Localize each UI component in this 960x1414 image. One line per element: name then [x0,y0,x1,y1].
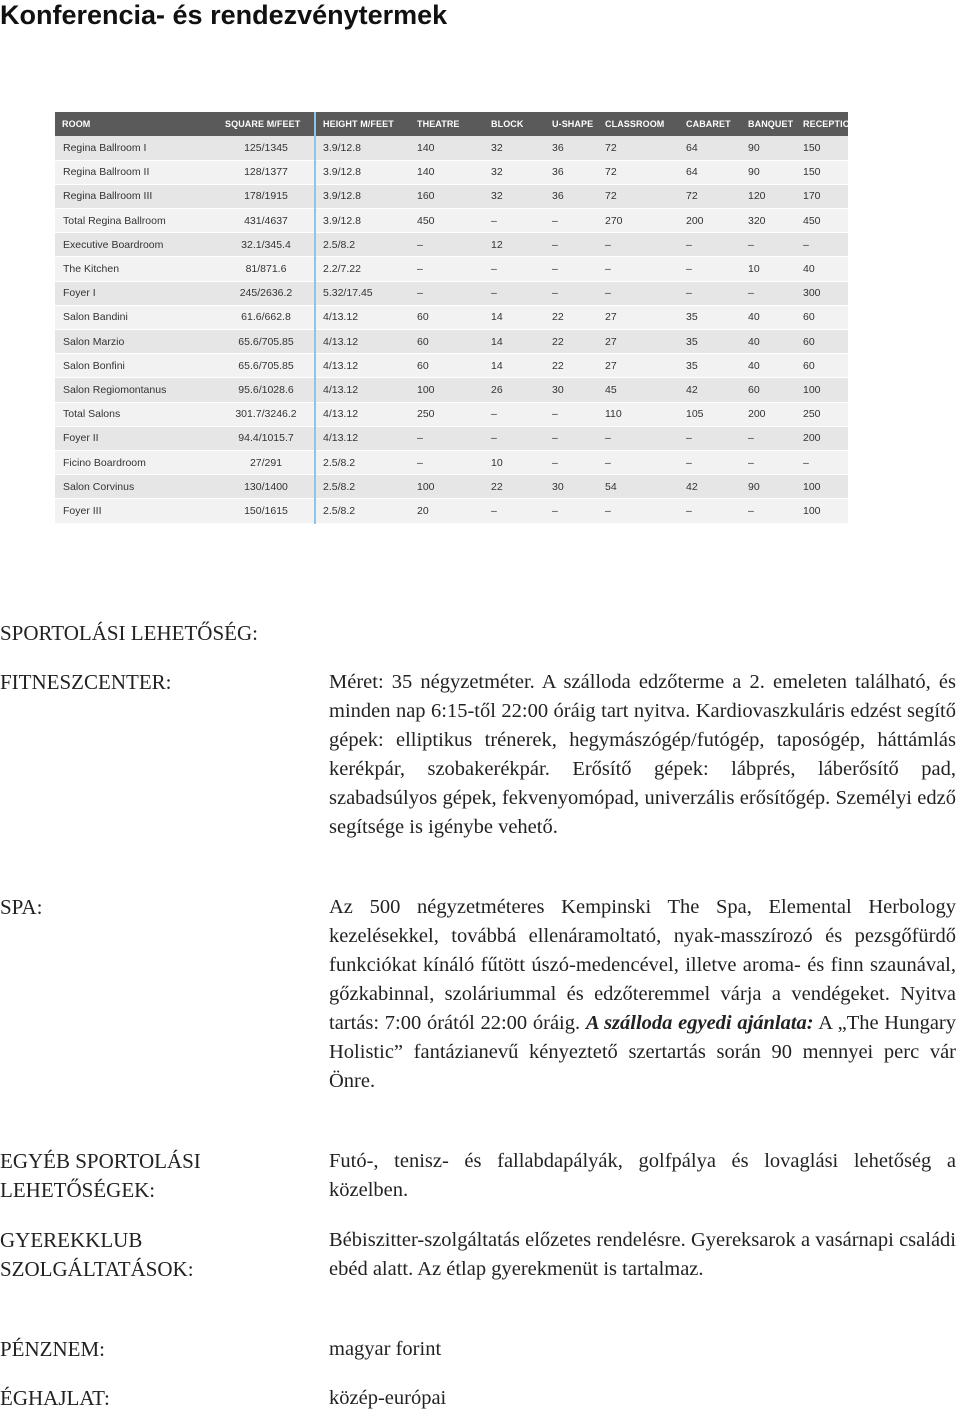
table-cell: 40 [741,330,796,354]
table-cell: – [598,233,679,257]
table-cell: – [545,499,598,523]
table-cell: 200 [741,402,796,426]
table-cell: – [545,426,598,450]
table-cell: 14 [484,330,545,354]
table-row [55,136,848,160]
table-cell: 3.9/12.8 [315,136,410,160]
table-cell: 2.5/8.2 [315,450,410,474]
table-cell: – [545,233,598,257]
table-cell: 4/13.12 [315,426,410,450]
table-cell: – [410,257,484,281]
table-row [55,402,848,426]
table-cell: 105 [679,402,741,426]
room-name-cell: Salon Bandini [55,305,218,329]
table-cell: 40 [741,354,796,378]
table-cell: 72 [679,184,741,208]
table-header-row [55,112,848,136]
table-cell: 72 [598,136,679,160]
table-cell: – [679,257,741,281]
table-row [55,209,848,233]
table-cell: 10 [741,257,796,281]
table-cell: 12 [484,233,545,257]
table-cell: 14 [484,354,545,378]
table-cell: 60 [796,354,848,378]
spa-highlight: A szálloda egyedi ajánlata: [585,1012,814,1034]
table-cell: 250 [796,402,848,426]
fitness-label: FITNESZCENTER: [0,670,172,694]
table-cell: – [741,281,796,305]
table-cell: 300 [796,281,848,305]
table-cell: 3.9/12.8 [315,184,410,208]
table-row [55,450,848,474]
table-cell: – [545,209,598,233]
room-name-cell: Regina Ballroom III [55,184,218,208]
table-header-cell: HEIGHT M/FEET [315,112,410,136]
table-cell: 90 [741,136,796,160]
climate-text: közép-európai [329,1387,447,1409]
table-cell: – [741,450,796,474]
table-cell: 450 [796,209,848,233]
table-cell: 60 [796,305,848,329]
table-row [55,257,848,281]
rooms-table-container [55,112,857,524]
table-body [55,136,848,523]
table-cell: – [545,281,598,305]
table-cell: 60 [410,305,484,329]
table-cell: 27 [598,330,679,354]
table-cell: 94.4/1015.7 [218,426,315,450]
table-cell: 35 [679,354,741,378]
table-cell: 3.9/12.8 [315,209,410,233]
table-cell: 65.6/705.85 [218,330,315,354]
page-title: Konferencia- és rendezvénytermek [0,0,448,30]
table-cell: 22 [545,330,598,354]
table-row [55,184,848,208]
table-cell: 128/1377 [218,160,315,184]
table-row [55,354,848,378]
table-cell: 100 [410,475,484,499]
room-name-cell: Foyer III [55,499,218,523]
table-cell: – [410,450,484,474]
spa-text [329,893,956,1096]
spa-text-part-2: A „The Hungary Holistic” fantázianevű kényeztető szertartás során 90 mennyei perc vár Önre. [329,1012,956,1092]
table-cell: 150 [796,160,848,184]
table-cell: – [741,233,796,257]
table-cell: 14 [484,305,545,329]
spa-text-part-1: Az 500 négyzetméteres Kempinski The Spa, Elemental Herbology kezelésekkel, továbbá ellenáramoltató, nyak-masszírozó és pezsgőfürdő funkciókat kínáló fűtött úszó-medencével, illetve aroma- és finn szaunával, gőzkabinnal, szoláriummal és edzőteremmel várja a vendégeket. Nyitva tartás: 7:00 órától 22:00 óráig. [329,896,956,1034]
table-cell: – [741,499,796,523]
table-cell: 30 [545,475,598,499]
table-cell: 170 [796,184,848,208]
room-name-cell: The Kitchen [55,257,218,281]
table-cell: 100 [796,499,848,523]
climate-label: ÉGHAJLAT: [0,1386,110,1410]
table-cell: 22 [545,305,598,329]
table-cell: – [545,450,598,474]
table-cell: – [679,426,741,450]
table-row [55,475,848,499]
rooms-table [55,112,857,524]
table-cell: 4/13.12 [315,354,410,378]
table-cell: 27/291 [218,450,315,474]
table-row [55,160,848,184]
table-cell: 60 [796,330,848,354]
room-name-cell: Regina Ballroom II [55,160,218,184]
table-cell: 42 [679,475,741,499]
table-cell: 36 [545,160,598,184]
table-row [55,378,848,402]
table-cell: 36 [545,136,598,160]
currency-label: PÉNZNEM: [0,1337,105,1361]
table-cell: – [598,281,679,305]
table-cell: – [484,257,545,281]
table-cell: 245/2636.2 [218,281,315,305]
room-name-cell: Total Regina Ballroom [55,209,218,233]
sport-section-title: SPORTOLÁSI LEHETŐSÉG: [0,621,258,645]
table-cell: – [679,233,741,257]
table-cell: 60 [410,354,484,378]
table-cell: – [484,499,545,523]
table-cell: 100 [796,378,848,402]
table-cell: 130/1400 [218,475,315,499]
table-header-cell: BANQUET [741,112,796,136]
table-header-cell: ROOM [55,112,218,136]
table-cell: 65.6/705.85 [218,354,315,378]
table-cell: – [598,450,679,474]
table-cell: 140 [410,136,484,160]
table-cell: – [484,281,545,305]
table-cell: 100 [410,378,484,402]
table-header-cell: RECEPTION [796,112,848,136]
table-cell: 200 [796,426,848,450]
table-cell: 45 [598,378,679,402]
room-name-cell: Foyer II [55,426,218,450]
table-cell: 35 [679,330,741,354]
table-cell: 42 [679,378,741,402]
table-cell: 301.7/3246.2 [218,402,315,426]
table-cell: 90 [741,160,796,184]
table-header-cell: U-SHAPE [545,112,598,136]
table-cell: 95.6/1028.6 [218,378,315,402]
table-cell: 2.5/8.2 [315,475,410,499]
table-cell: – [410,426,484,450]
table-cell: – [796,450,848,474]
table-cell: 30 [545,378,598,402]
table-cell: – [410,281,484,305]
table-cell: 200 [679,209,741,233]
table-row [55,305,848,329]
room-name-cell: Ficino Boardroom [55,450,218,474]
room-name-cell: Salon Marzio [55,330,218,354]
table-cell: – [679,450,741,474]
table-cell: 32.1/345.4 [218,233,315,257]
table-cell: – [598,257,679,281]
room-name-cell: Salon Corvinus [55,475,218,499]
table-cell: 10 [484,450,545,474]
table-header-cell: CABARET [679,112,741,136]
table-cell: 2.2/7.22 [315,257,410,281]
table-cell: 320 [741,209,796,233]
table-cell: – [741,426,796,450]
table-cell: 72 [598,184,679,208]
spa-label: SPA: [0,895,43,919]
table-cell: 110 [598,402,679,426]
table-cell: – [484,426,545,450]
table-cell: 35 [679,305,741,329]
table-cell: 431/4637 [218,209,315,233]
table-cell: 2.5/8.2 [315,499,410,523]
table-cell: 160 [410,184,484,208]
table-cell: 3.9/12.8 [315,160,410,184]
table-cell: 4/13.12 [315,378,410,402]
table-row [55,330,848,354]
table-cell: 27 [598,354,679,378]
table-cell: 60 [741,378,796,402]
table-cell: 100 [796,475,848,499]
table-cell: 72 [598,160,679,184]
kids-club-label: GYEREKKLUB SZOLGÁLTATÁSOK: [0,1228,194,1281]
table-cell: 81/871.6 [218,257,315,281]
table-cell: – [796,233,848,257]
table-header-cell: THEATRE [410,112,484,136]
table-cell: 32 [484,160,545,184]
table-cell: – [545,402,598,426]
table-cell: – [598,426,679,450]
table-cell: 125/1345 [218,136,315,160]
kids-club-text: Bébiszitter-szolgáltatás előzetes rendelésre. Gyereksarok a vasárnapi családi ebéd alatt. Az étlap gyerekmenüt is tartalmaz. [329,1229,956,1280]
room-name-cell: Salon Bonfini [55,354,218,378]
table-cell: 2.5/8.2 [315,233,410,257]
table-cell: 22 [545,354,598,378]
table-cell: 4/13.12 [315,305,410,329]
table-cell: 4/13.12 [315,402,410,426]
table-cell: 26 [484,378,545,402]
table-cell: 5.32/17.45 [315,281,410,305]
room-name-cell: Total Salons [55,402,218,426]
table-cell: 40 [741,305,796,329]
table-row [55,233,848,257]
table-cell: 54 [598,475,679,499]
fitness-text: Méret: 35 négyzetméter. A szálloda edzőterme a 2. emeleten található, és minden nap 6:15-től 22:00 óráig tart nyitva. Kardiovaszkuláris edzést segítő gépek: elliptikus trénerek, hegymászógép/futógép, taposógép, háttámlás kerékpár, szobakerékpár. Erősítő gépek: lábprés, láberősítő pad, szabadsúlyos gépek, fekvenyomópad, univerzális erősítőgép. Személyi edző segítsége is igénybe vehető. [329,671,956,838]
table-header-cell: CLASSROOM [598,112,679,136]
other-sports-label: EGYÉB SPORTOLÁSI LEHETŐSÉGEK: [0,1149,201,1202]
table-cell: – [410,233,484,257]
room-name-cell: Foyer I [55,281,218,305]
table-header-cell: BLOCK [484,112,545,136]
table-cell: 270 [598,209,679,233]
table-header-cell: SQUARE M/FEET [218,112,315,136]
table-cell: 120 [741,184,796,208]
table-cell: – [484,209,545,233]
table-cell: 36 [545,184,598,208]
room-name-cell: Regina Ballroom I [55,136,218,160]
table-cell: – [598,499,679,523]
table-cell: 178/1915 [218,184,315,208]
table-cell: 40 [796,257,848,281]
table-cell: 140 [410,160,484,184]
table-cell: – [679,499,741,523]
table-cell: 27 [598,305,679,329]
table-row [55,281,848,305]
table-cell: 90 [741,475,796,499]
table-cell: 60 [410,330,484,354]
table-cell: 150 [796,136,848,160]
table-cell: – [484,402,545,426]
table-row [55,426,848,450]
table-cell: 20 [410,499,484,523]
room-name-cell: Salon Regiomontanus [55,378,218,402]
table-cell: 250 [410,402,484,426]
table-cell: – [679,281,741,305]
other-sports-text: Futó-, tenisz- és fallabdapályák, golfpálya és lovaglási lehetőség a közelben. [329,1150,956,1201]
table-cell: 64 [679,136,741,160]
table-cell: 61.6/662.8 [218,305,315,329]
currency-text: magyar forint [329,1338,442,1360]
table-cell: 64 [679,160,741,184]
table-row [55,499,848,523]
table-cell: 450 [410,209,484,233]
table-cell: 4/13.12 [315,330,410,354]
table-cell: 32 [484,184,545,208]
table-cell: 22 [484,475,545,499]
table-cell: – [545,257,598,281]
table-cell: 150/1615 [218,499,315,523]
room-name-cell: Executive Boardroom [55,233,218,257]
table-cell: 32 [484,136,545,160]
